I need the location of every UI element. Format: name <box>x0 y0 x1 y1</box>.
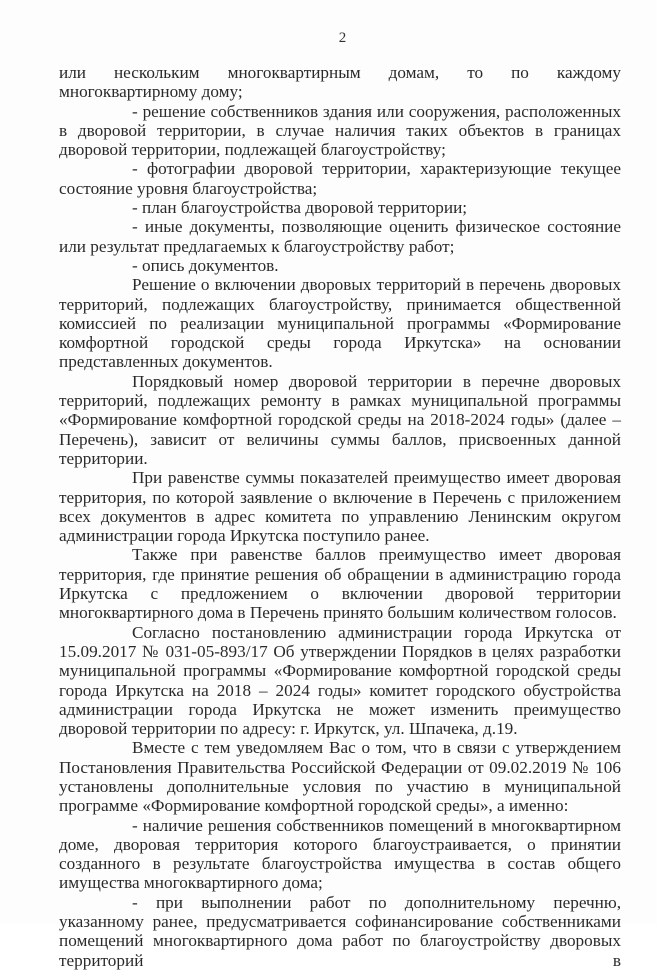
list-item-owners-decision: - решение собственников здания или сооружения, расположенных в дворовой территории, в случае наличия таких объектов в границах дворовой территории, подлежащей благоустройству; <box>59 101 621 160</box>
paragraph-equal-points: Также при равенстве баллов преимущество имеет дворовая территория, где принятие решения об обращении в администрацию города Иркутска с предложением о включении дворовой территории многоквартирного дома в Перечень принято большим количеством голосов. <box>59 545 621 623</box>
list-item-plan: - план благоустройства дворовой территории; <box>132 198 468 218</box>
list-item-cofinancing: - при выполнении работ по дополнительному перечню, указанному ранее, предусматривается софинансирование собственниками помещений многоквартирного дома работ по благоустройству дворовых территорий в <box>59 892 621 970</box>
paragraph-notification: Вместе с тем уведомляем Вас о том, что в связи с утверждением Постановления Правительства Российской Федерации от 09.02.2019 № 106 установлены дополнительные условия по участию в муниципальной программе «Формирование комфортной городской среды», а именно: <box>59 738 621 816</box>
paragraph-equal-sum: При равенстве суммы показателей преимущество имеет дворовая территория, по которой заявление о включение в Перечень с приложением всех документов в адрес комитета по управлению Ленинским округом администрации города Иркутска поступило ранее. <box>59 468 621 546</box>
list-item-other-docs: - иные документы, позволяющие оценить физическое состояние или результат предлагаемых к благоустройству работ; <box>59 217 621 256</box>
list-item-owners-acceptance: - наличие решения собственников помещений в многоквартирном доме, дворовая территория которого благоустраивается, о принятии созданного в результате благоустройства имущества в состав общего имущества многоквартирного дома; <box>59 815 621 893</box>
paragraph-commission-decision: Решение о включении дворовых территорий в перечень дворовых территорий, подлежащих благоустройству, принимается общественной комиссией по реализации муниципальной программы «Формирование комфортной городской среды города Иркутска» на основании представленных документов. <box>59 275 621 372</box>
page-number: 2 <box>338 30 347 46</box>
document-body <box>59 63 621 970</box>
list-item-photos: - фотографии дворовой территории, характеризующие текущее состояние уровня благоустройства; <box>59 159 621 198</box>
paragraph-ordinal-number: Порядковый номер дворовой территории в перечне дворовых территорий, подлежащих ремонту в рамках муниципальной программы «Формирование комфортной городской среды на 2018-2024 годы» (далее – Перечень), зависит от величины суммы баллов, присвоенных данной территории. <box>59 371 621 468</box>
paragraph-resolution: Согласно постановлению администрации города Иркутска от 15.09.2017 № 031-05-893/17 Об утверждении Порядков в целях разработки муниципальной программы «Формирование комфортной городской среды города Иркутска на 2018 – 2024 годы» комитет городского обустройства администрации города Иркутска не может изменить преимущество дворовой территории по адресу: г. Иркутск, ул. Шпачека, д.19. <box>59 622 621 739</box>
list-item-inventory: - опись документов. <box>132 255 279 275</box>
paragraph-continuation: или нескольким многоквартирным домам, то по каждому многоквартирному дому; <box>59 63 621 102</box>
